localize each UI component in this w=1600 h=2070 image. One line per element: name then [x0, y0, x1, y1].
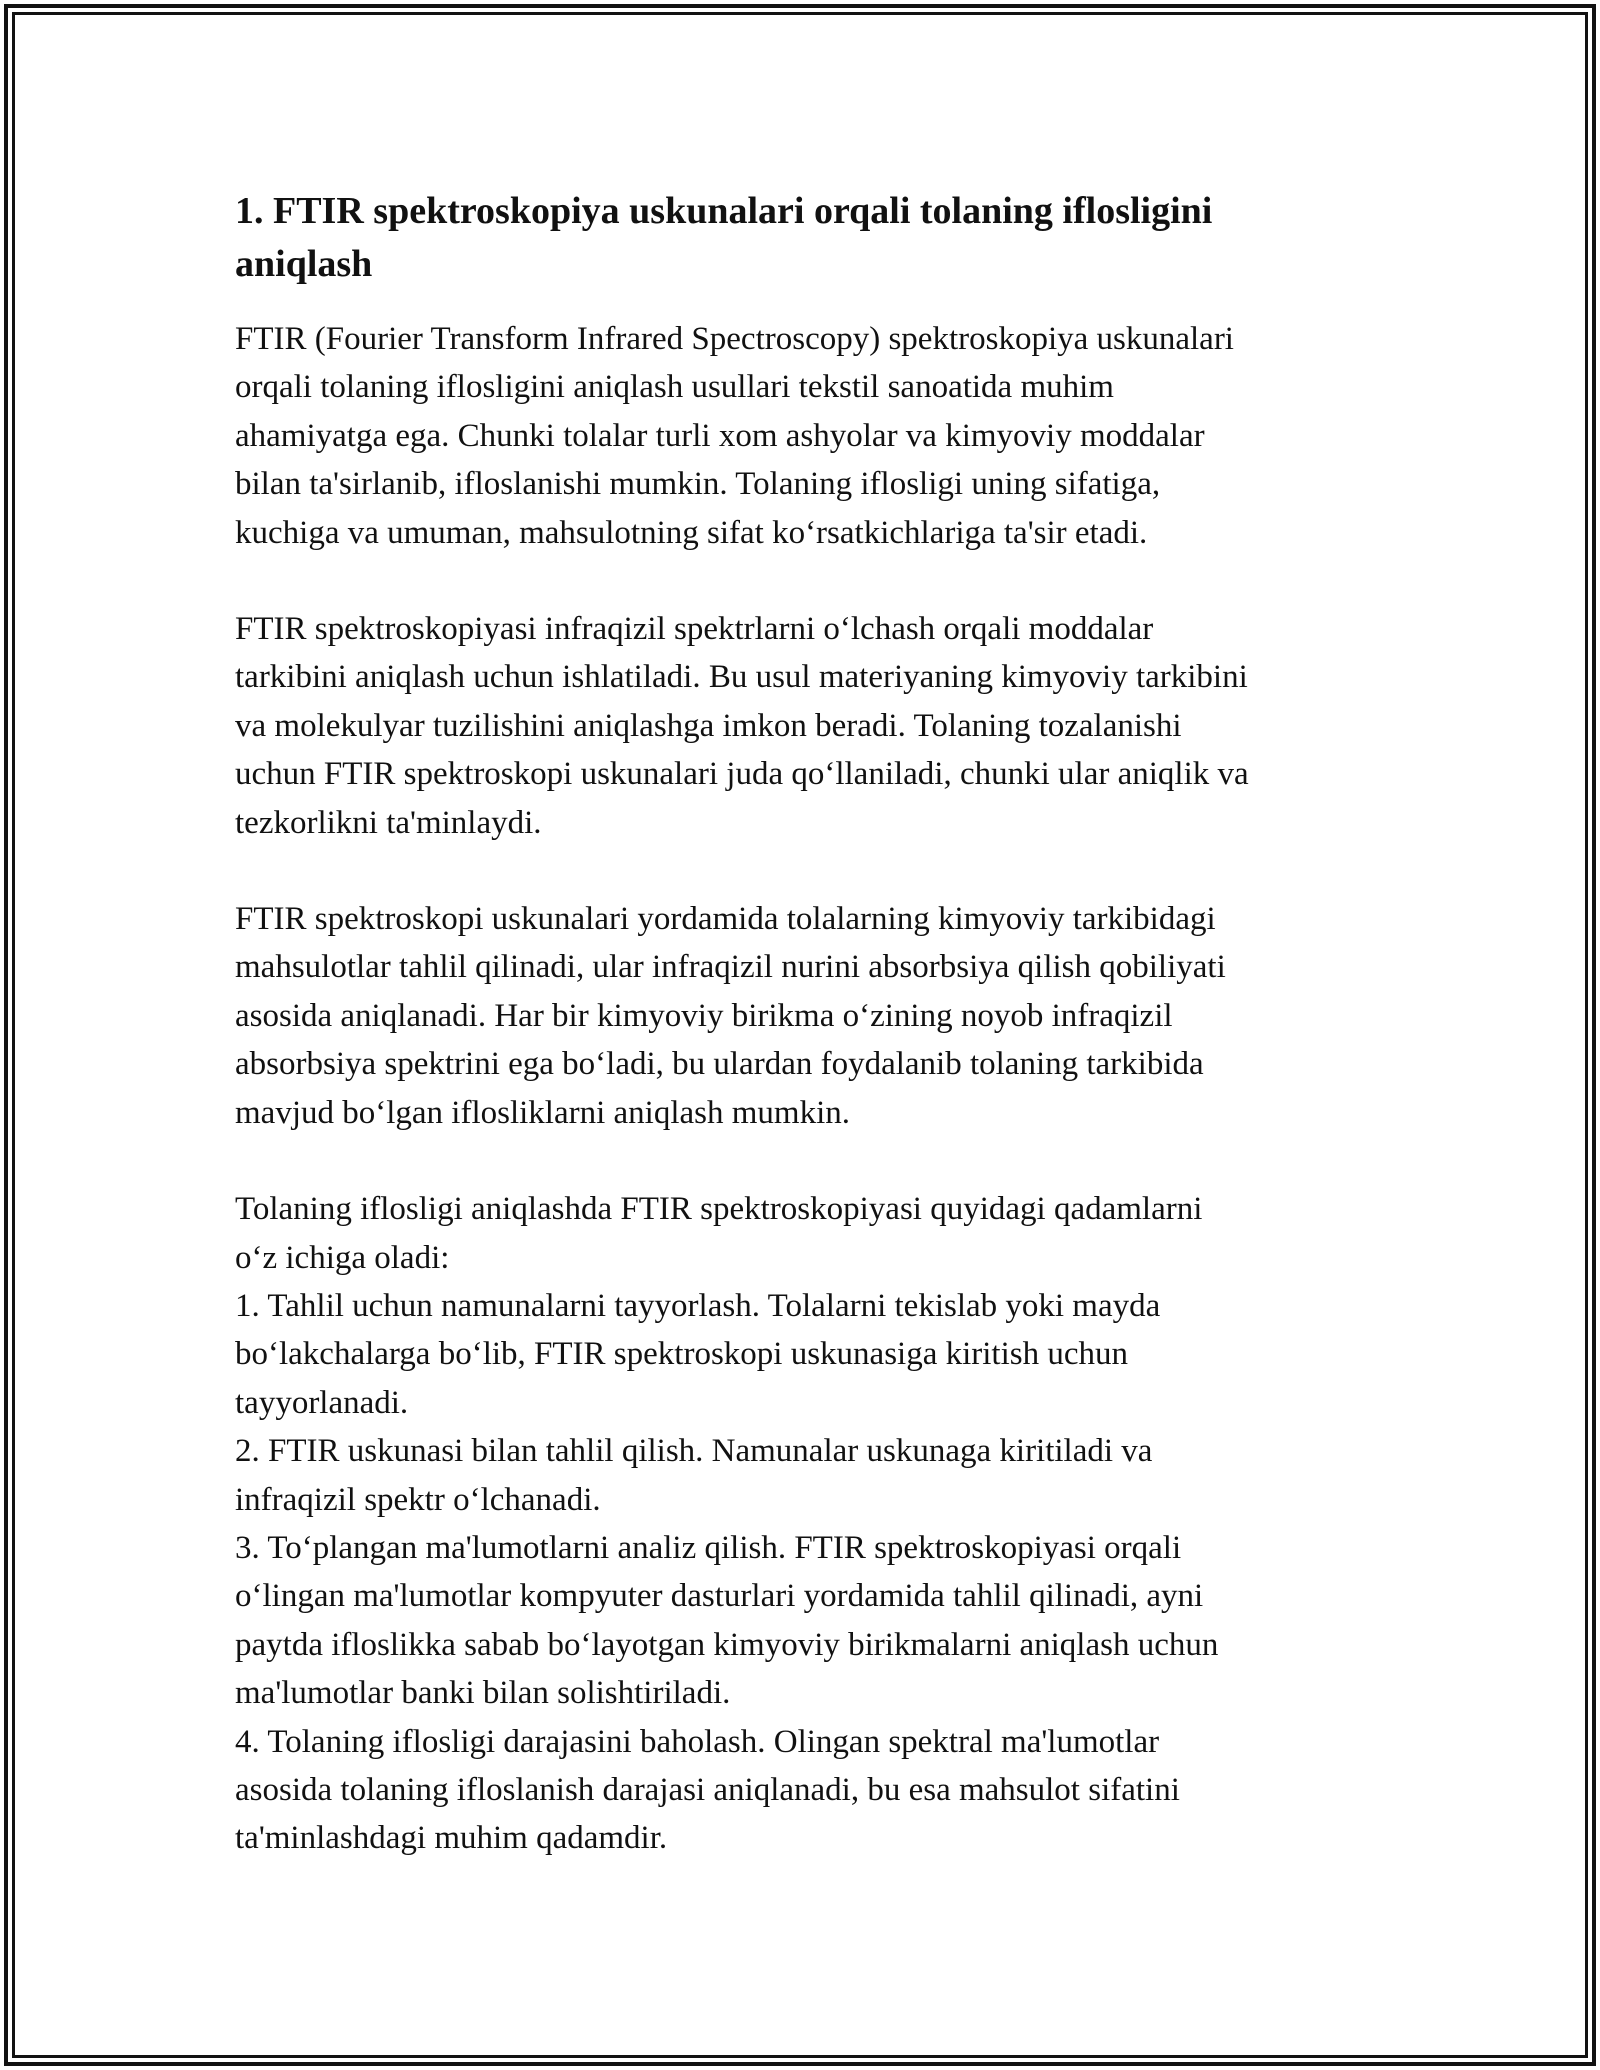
text-line: FTIR spektroskopiyasi infraqizil spektrlarni oʻlchash orqali moddalar	[235, 611, 1154, 648]
text-line: mavjud boʻlgan iflosliklarni aniqlash mumkin.	[235, 1094, 850, 1131]
text-line: 3. Toʻplangan ma'lumotlarni analiz qilish. FTIR spektroskopiyasi orqali	[235, 1529, 1182, 1566]
title-line: 1. FTIR spektroskopiya uskunalari orqali tolaning iflosligini	[235, 190, 1213, 232]
text-line: FTIR spektroskopi uskunalari yordamida tolalarning kimyoviy tarkibidagi	[235, 901, 1216, 938]
text-line: orqali tolaning iflosligini aniqlash usullari tekstil sanoatida muhim	[235, 369, 1114, 406]
text-line: tezkorlikni ta'minlaydi.	[235, 804, 542, 841]
text-line: 1. Tahlil uchun namunalarni tayyorlash. Tolalarni tekislab yoki mayda	[235, 1287, 1161, 1324]
list-item	[235, 1282, 1370, 1427]
text-line: infraqizil spektr oʻlchanadi.	[235, 1481, 601, 1518]
text-line: FTIR (Fourier Transform Infrared Spectroscopy) spektroskopiya uskunalari	[235, 321, 1234, 357]
text-line: asosida tolaning ifloslanish darajasi aniqlanadi, bu esa mahsulot sifatini	[235, 1771, 1180, 1808]
text-line: 2. FTIR uskunasi bilan tahlil qilish. Namunalar uskunaga kiritiladi va	[235, 1433, 1153, 1470]
text-line: tayyorlanadi.	[235, 1384, 409, 1421]
list-item	[235, 1718, 1370, 1863]
text-line: va molekulyar tuzilishini aniqlashga imkon beradi. Tolaning tozalanishi	[235, 707, 1182, 744]
text-line: oʻz ichiga oladi:	[235, 1239, 450, 1276]
text-line: uchun FTIR spektroskopi uskunalari juda qoʻllaniladi, chunki ular aniqlik va	[235, 756, 1249, 793]
text-line: ma'lumotlar banki bilan solishtiriladi.	[235, 1675, 731, 1712]
text-line: paytda ifloslikka sabab boʻlayotgan kimyoviy birikmalarni aniqlash uchun	[235, 1626, 1219, 1663]
text-line: kuchiga va umuman, mahsulotning sifat koʻrsatkichlariga ta'sir etadi.	[235, 514, 1148, 551]
text-line: mahsulotlar tahlil qilinadi, ular infraqizil nurini absorbsiya qilish qobiliyati	[235, 949, 1226, 986]
text-line: tarkibini aniqlash uchun ishlatiladi. Bu usul materiyaning kimyoviy tarkibini	[235, 659, 1248, 696]
text-line: 4. Tolaning iflosligi darajasini baholash. Olingan spektral ma'lumotlar	[235, 1723, 1160, 1760]
text-line: asosida aniqlanadi. Har bir kimyoviy birikma oʻzining noyob infraqizil	[235, 997, 1173, 1034]
text-line: Tolaning iflosligi aniqlashda FTIR spektroskopiyasi quyidagi qadamlarni	[235, 1191, 1203, 1228]
list-item	[235, 1524, 1370, 1718]
text-line: ta'minlashdagi muhim qadamdir.	[235, 1820, 668, 1857]
list-item	[235, 1427, 1370, 1524]
text-line: oʻlingan ma'lumotlar kompyuter dasturlari yordamida tahlil qilinadi, ayni	[235, 1578, 1204, 1615]
paragraph	[235, 315, 1370, 557]
text-line: absorbsiya spektrini ega boʻladi, bu ulardan foydalanib tolaning tarkibida	[235, 1046, 1204, 1083]
document-title	[235, 185, 1370, 291]
document-body	[235, 185, 1370, 1863]
title-line: aniqlash	[235, 243, 373, 285]
text-line: bilan ta'sirlanib, ifloslanishi mumkin. Tolaning iflosligi uning sifatiga,	[235, 466, 1161, 503]
text-line: ahamiyatga ega. Chunki tolalar turli xom ashyolar va kimyoviy moddalar	[235, 417, 1205, 454]
steps-intro	[235, 1185, 1370, 1282]
paragraph	[235, 605, 1370, 847]
paragraph	[235, 895, 1370, 1137]
text-line: boʻlakchalarga boʻlib, FTIR spektroskopi uskunasiga kiritish uchun	[235, 1336, 1128, 1373]
steps-list	[235, 1282, 1370, 1863]
